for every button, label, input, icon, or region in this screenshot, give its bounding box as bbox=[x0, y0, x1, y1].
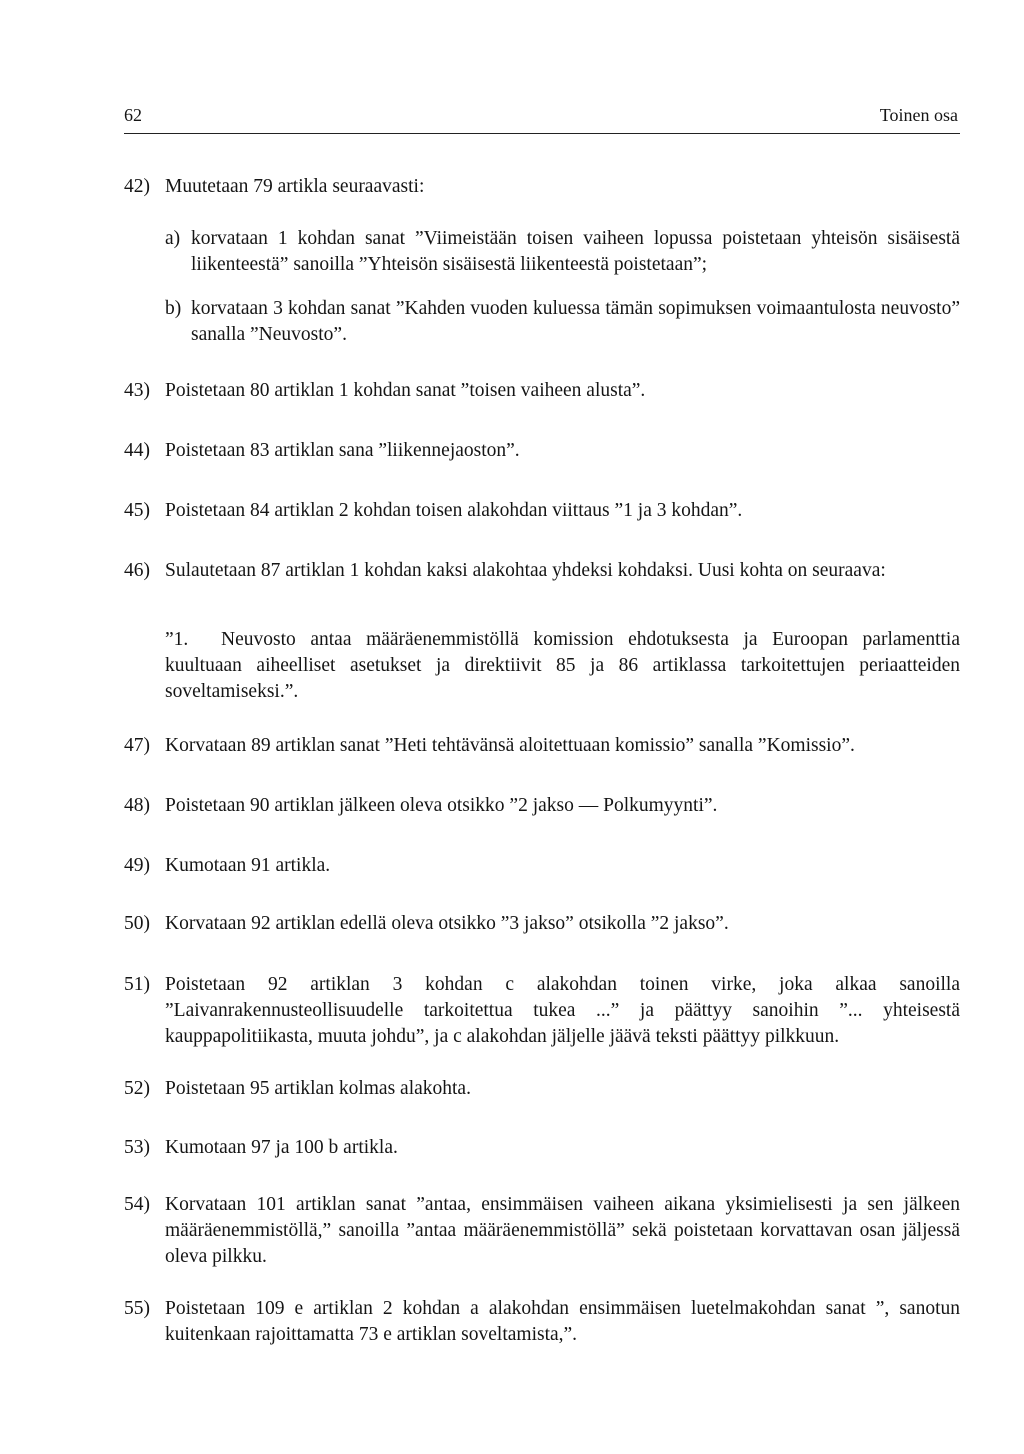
item-text: Korvataan 101 artiklan sanat ”antaa, ensimmäisen vaiheen aikana yksimielisesti ja sen jälkeen määräenemmistöllä,” sanoilla ”antaa määräenemmistöllä” sekä poistetaan korvattavan osan jäljessä oleva pilkku. bbox=[165, 1194, 960, 1267]
quoted-paragraph bbox=[165, 627, 960, 705]
item-label: 54) bbox=[124, 1194, 150, 1215]
item-text: korvataan 3 kohdan sanat ”Kahden vuoden kuluessa tämän sopimuksen voimaantulosta neuvosto” sanalla ”Neuvosto”. bbox=[191, 298, 960, 345]
list-item bbox=[124, 1076, 960, 1102]
list-item bbox=[124, 853, 960, 879]
item-label: 46) bbox=[124, 560, 150, 581]
item-text: Korvataan 92 artiklan edellä oleva otsikko ”3 jakso” otsikolla ”2 jakso”. bbox=[165, 913, 729, 934]
list-item bbox=[124, 793, 960, 819]
list-item bbox=[124, 438, 960, 464]
list-item bbox=[124, 911, 960, 937]
list-item bbox=[124, 1192, 960, 1270]
item-text: Poistetaan 90 artiklan jälkeen oleva otsikko ”2 jakso — Polkumyynti”. bbox=[165, 795, 718, 816]
list-item bbox=[124, 972, 960, 1050]
item-label: b) bbox=[165, 298, 182, 319]
item-text: Poistetaan 95 artiklan kolmas alakohta. bbox=[165, 1078, 471, 1099]
item-label: 52) bbox=[124, 1078, 150, 1099]
item-label: 55) bbox=[124, 1298, 150, 1319]
item-label: a) bbox=[165, 228, 181, 249]
list-item bbox=[124, 1296, 960, 1348]
page-number: 62 bbox=[124, 105, 142, 125]
item-label: 43) bbox=[124, 380, 150, 401]
list-item bbox=[165, 226, 960, 278]
item-text: Poistetaan 109 e artiklan 2 kohdan a alakohdan ensimmäisen luetelmakohdan sanat ”, sanotun kuitenkaan rajoittamatta 73 e artiklan soveltamista,”. bbox=[165, 1298, 960, 1345]
part-title: Toinen osa bbox=[879, 105, 958, 125]
list-item bbox=[165, 296, 960, 348]
item-text: korvataan 1 kohdan sanat ”Viimeistään toisen vaiheen lopussa poistetaan yhteisön sisäisestä liikenteestä” sanoilla ”Yhteisön sisäisestä liikenteestä poistetaan”; bbox=[191, 228, 960, 275]
item-label: 44) bbox=[124, 440, 150, 461]
item-label: 51) bbox=[124, 974, 150, 995]
item-label: 49) bbox=[124, 855, 150, 876]
list-item bbox=[124, 1135, 960, 1161]
list-item bbox=[124, 733, 960, 759]
item-text: Poistetaan 80 artiklan 1 kohdan sanat ”toisen vaiheen alusta”. bbox=[165, 380, 646, 401]
item-label: 45) bbox=[124, 500, 150, 521]
list-item bbox=[124, 558, 960, 584]
item-label: 47) bbox=[124, 735, 150, 756]
list-item bbox=[124, 378, 960, 404]
item-label: ”1. bbox=[165, 629, 189, 650]
item-text: Neuvosto antaa määräenemmistöllä komission ehdotuksesta ja Euroopan parlamenttia kuultuaan aiheelliset asetukset ja direktiivit 85 ja 86 artiklassa tarkoitettujen periaatteiden soveltamiseksi.”. bbox=[165, 629, 960, 702]
item-text: Poistetaan 84 artiklan 2 kohdan toisen alakohdan viittaus ”1 ja 3 kohdan”. bbox=[165, 500, 743, 521]
item-label: 53) bbox=[124, 1137, 150, 1158]
item-label: 42) bbox=[124, 176, 150, 197]
item-label: 48) bbox=[124, 795, 150, 816]
item-text: Poistetaan 83 artiklan sana ”liikennejaoston”. bbox=[165, 440, 520, 461]
item-text: Kumotaan 91 artikla. bbox=[165, 855, 331, 876]
page-header bbox=[124, 99, 960, 134]
item-text: Korvataan 89 artiklan sanat ”Heti tehtävänsä aloitettuaan komissio” sanalla ”Komissio”. bbox=[165, 735, 855, 756]
item-text: Muutetaan 79 artikla seuraavasti: bbox=[165, 176, 425, 197]
item-text: Poistetaan 92 artiklan 3 kohdan c alakohdan toinen virke, joka alkaa sanoilla ”Laivanrakennusteollisuudelle tarkoitettua tukea ...” ja päättyy sanoihin ”... yhteisestä kauppapolitiikasta, muuta johdu”, ja c alakohdan jäljelle jäävä teksti päättyy pilkkuun. bbox=[165, 974, 960, 1047]
list-item bbox=[124, 498, 960, 524]
item-label: 50) bbox=[124, 913, 150, 934]
list-item bbox=[124, 174, 960, 200]
item-text: Kumotaan 97 ja 100 b artikla. bbox=[165, 1137, 398, 1158]
item-text: Sulautetaan 87 artiklan 1 kohdan kaksi alakohtaa yhdeksi kohdaksi. Uusi kohta on seuraava: bbox=[165, 560, 886, 581]
